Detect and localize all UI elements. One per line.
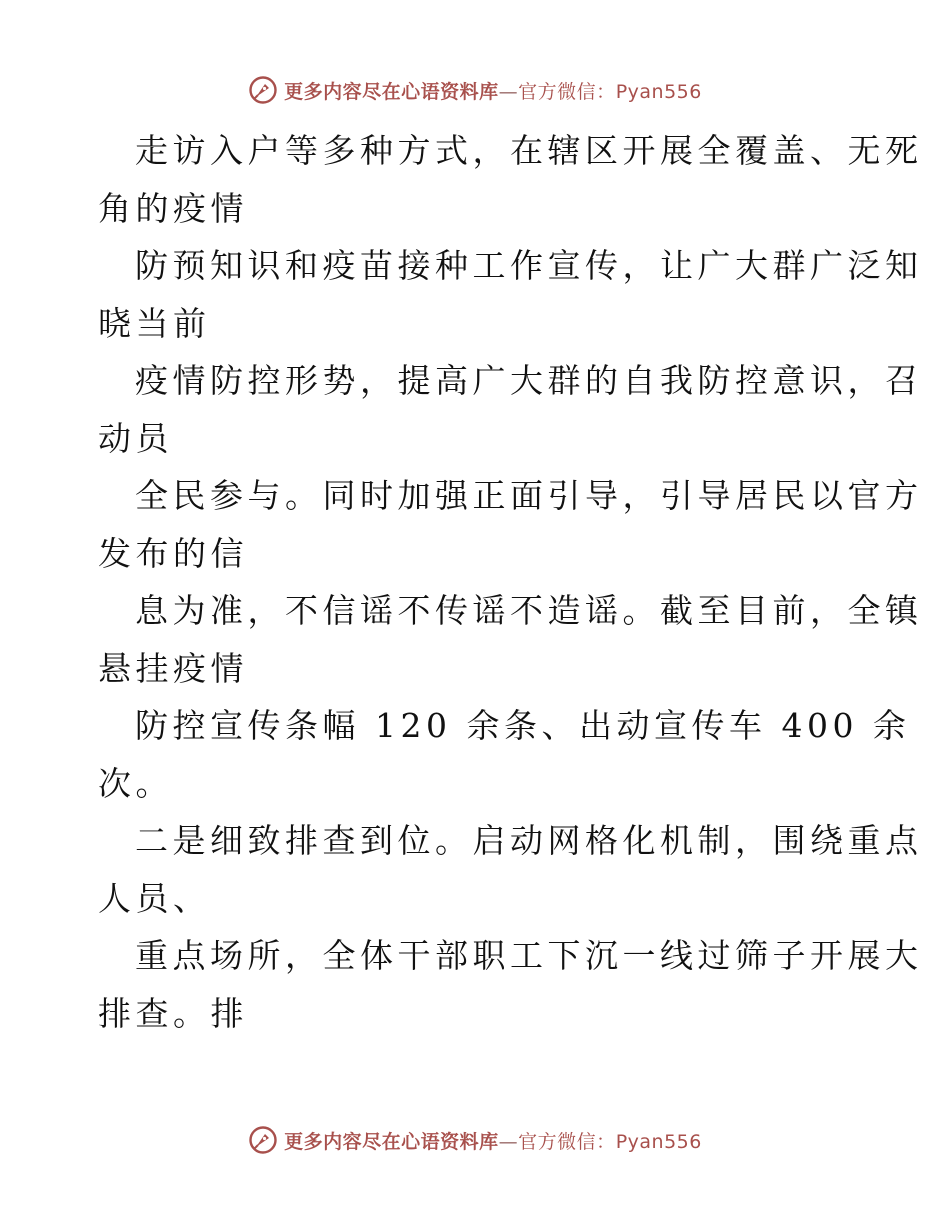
body-line: 晓当前 (98, 303, 211, 343)
body-line: 防预知识和疫苗接种工作宣传，让广大群广泛知 (135, 246, 923, 285)
body-line: 疫情防控形势，提高广大群的自我防控意识，召 (135, 361, 923, 400)
body-line: 人员、 (98, 878, 211, 918)
body-line: 次。 (98, 763, 173, 803)
header-wechat-label: 官方微信： (518, 80, 616, 103)
footer-wechat-label: 官方微信： (518, 1130, 616, 1153)
body-line: 悬挂疫情 (98, 648, 248, 688)
body-line: 排查。排 (98, 993, 248, 1033)
header-site-name: 更多内容尽在心语资料库 (284, 80, 499, 103)
body-line: 防控宣传条幅 120 余条、出动宣传车 400 余 (135, 706, 911, 745)
body-line: 息为准，不信谣不传谣不造谣。截至目前，全镇 (135, 591, 923, 630)
body-line: 走访入户等多种方式，在辖区开展全覆盖、无死 (135, 131, 923, 170)
footer-banner-text (284, 1127, 702, 1154)
pen-nib-circle-icon (248, 1125, 278, 1155)
body-line: 二是细致排查到位。启动网格化机制，围绕重点 (135, 821, 923, 860)
body-line: 重点场所，全体干部职工下沉一线过筛子开展大 (135, 936, 923, 975)
document-body (98, 122, 923, 1042)
header-separator: — (498, 80, 519, 103)
body-line: 发布的信 (98, 533, 248, 573)
pen-nib-circle-icon (248, 75, 278, 105)
footer-banner (0, 1122, 950, 1158)
body-line: 动员 (98, 418, 173, 458)
body-line: 全民参与。同时加强正面引导，引导居民以官方 (135, 476, 923, 515)
header-banner-text (284, 77, 702, 104)
footer-separator: — (498, 1130, 519, 1153)
header-banner (0, 72, 950, 108)
header-wechat-id: Pyan556 (615, 80, 702, 103)
footer-wechat-id: Pyan556 (615, 1130, 702, 1153)
body-line: 角的疫情 (98, 188, 248, 228)
footer-site-name: 更多内容尽在心语资料库 (284, 1130, 499, 1153)
